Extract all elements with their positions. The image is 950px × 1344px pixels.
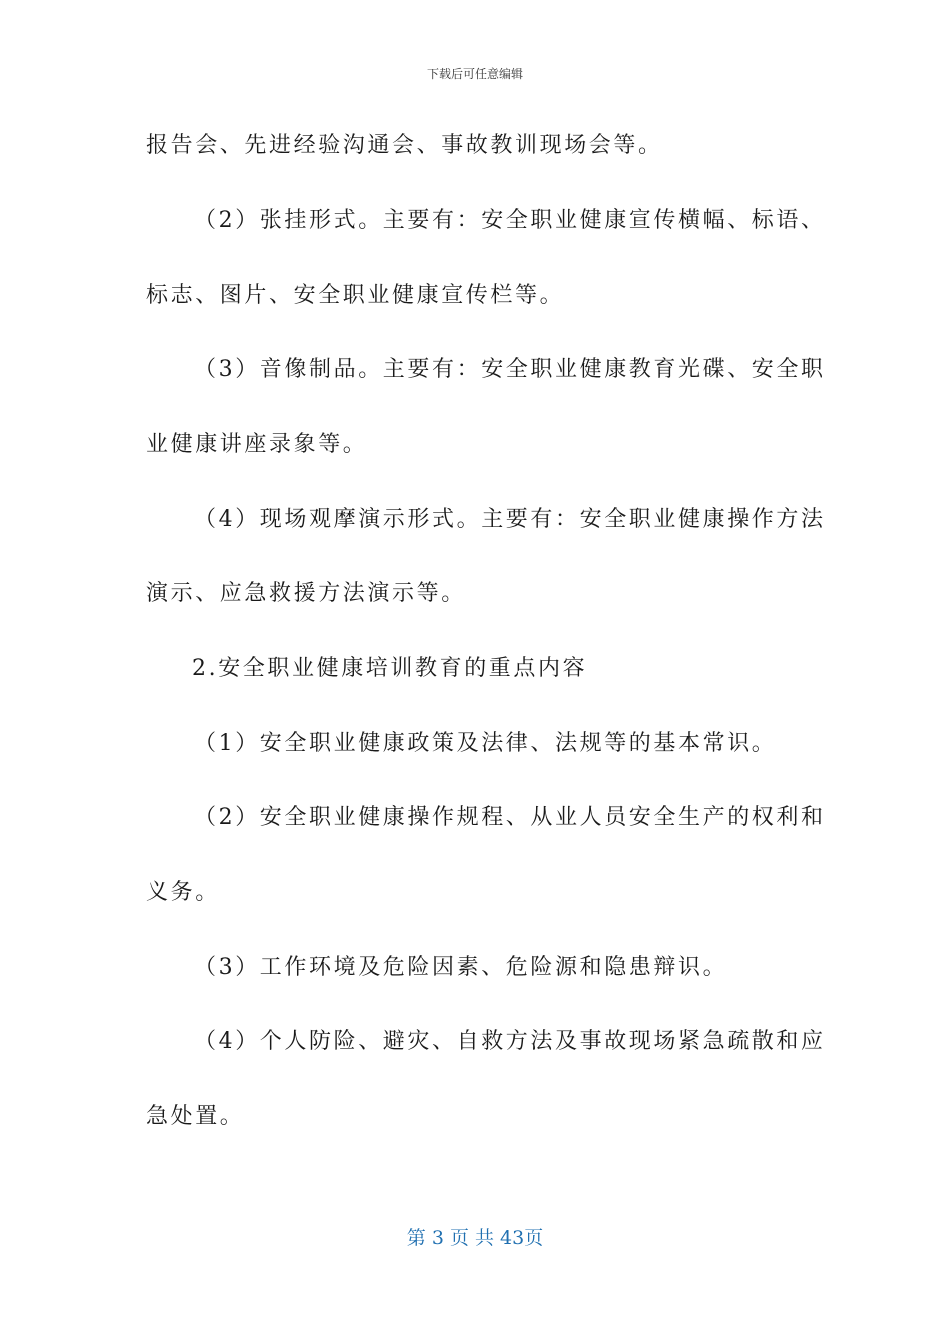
paragraph-line: （2）安全职业健康操作规程、从业人员安全生产的权利和	[194, 805, 826, 830]
paragraph-line: 业健康讲座录象等。	[146, 432, 368, 457]
paragraph-line: （4）个人防险、避灾、自救方法及事故现场紧急疏散和应	[194, 1029, 826, 1054]
paragraph-line: 标志、图片、安全职业健康宣传栏等。	[146, 283, 565, 308]
page-header-note: 下载后可任意编辑	[426, 67, 523, 81]
page-number-footer: 第 3 页 共 43页	[406, 1227, 544, 1249]
paragraph-line: 急处置。	[146, 1104, 245, 1129]
paragraph-line: （1）安全职业健康政策及法律、法规等的基本常识。	[194, 731, 777, 756]
paragraph-line: （3）工作环境及危险因素、危险源和隐患辩识。	[194, 955, 728, 980]
paragraph-line: 报告会、先进经验沟通会、事故教训现场会等。	[146, 133, 663, 158]
section-heading: 2.安全职业健康培训教育的重点内容	[192, 656, 588, 681]
paragraph-line: （4）现场观摩演示形式。主要有：安全职业健康操作方法	[194, 507, 826, 532]
paragraph-line: 义务。	[146, 880, 220, 905]
paragraph-line: （2）张挂形式。主要有：安全职业健康宣传横幅、标语、	[194, 208, 826, 233]
paragraph-line: （3）音像制品。主要有：安全职业健康教育光碟、安全职	[194, 357, 826, 382]
paragraph-line: 演示、应急救援方法演示等。	[146, 581, 466, 606]
